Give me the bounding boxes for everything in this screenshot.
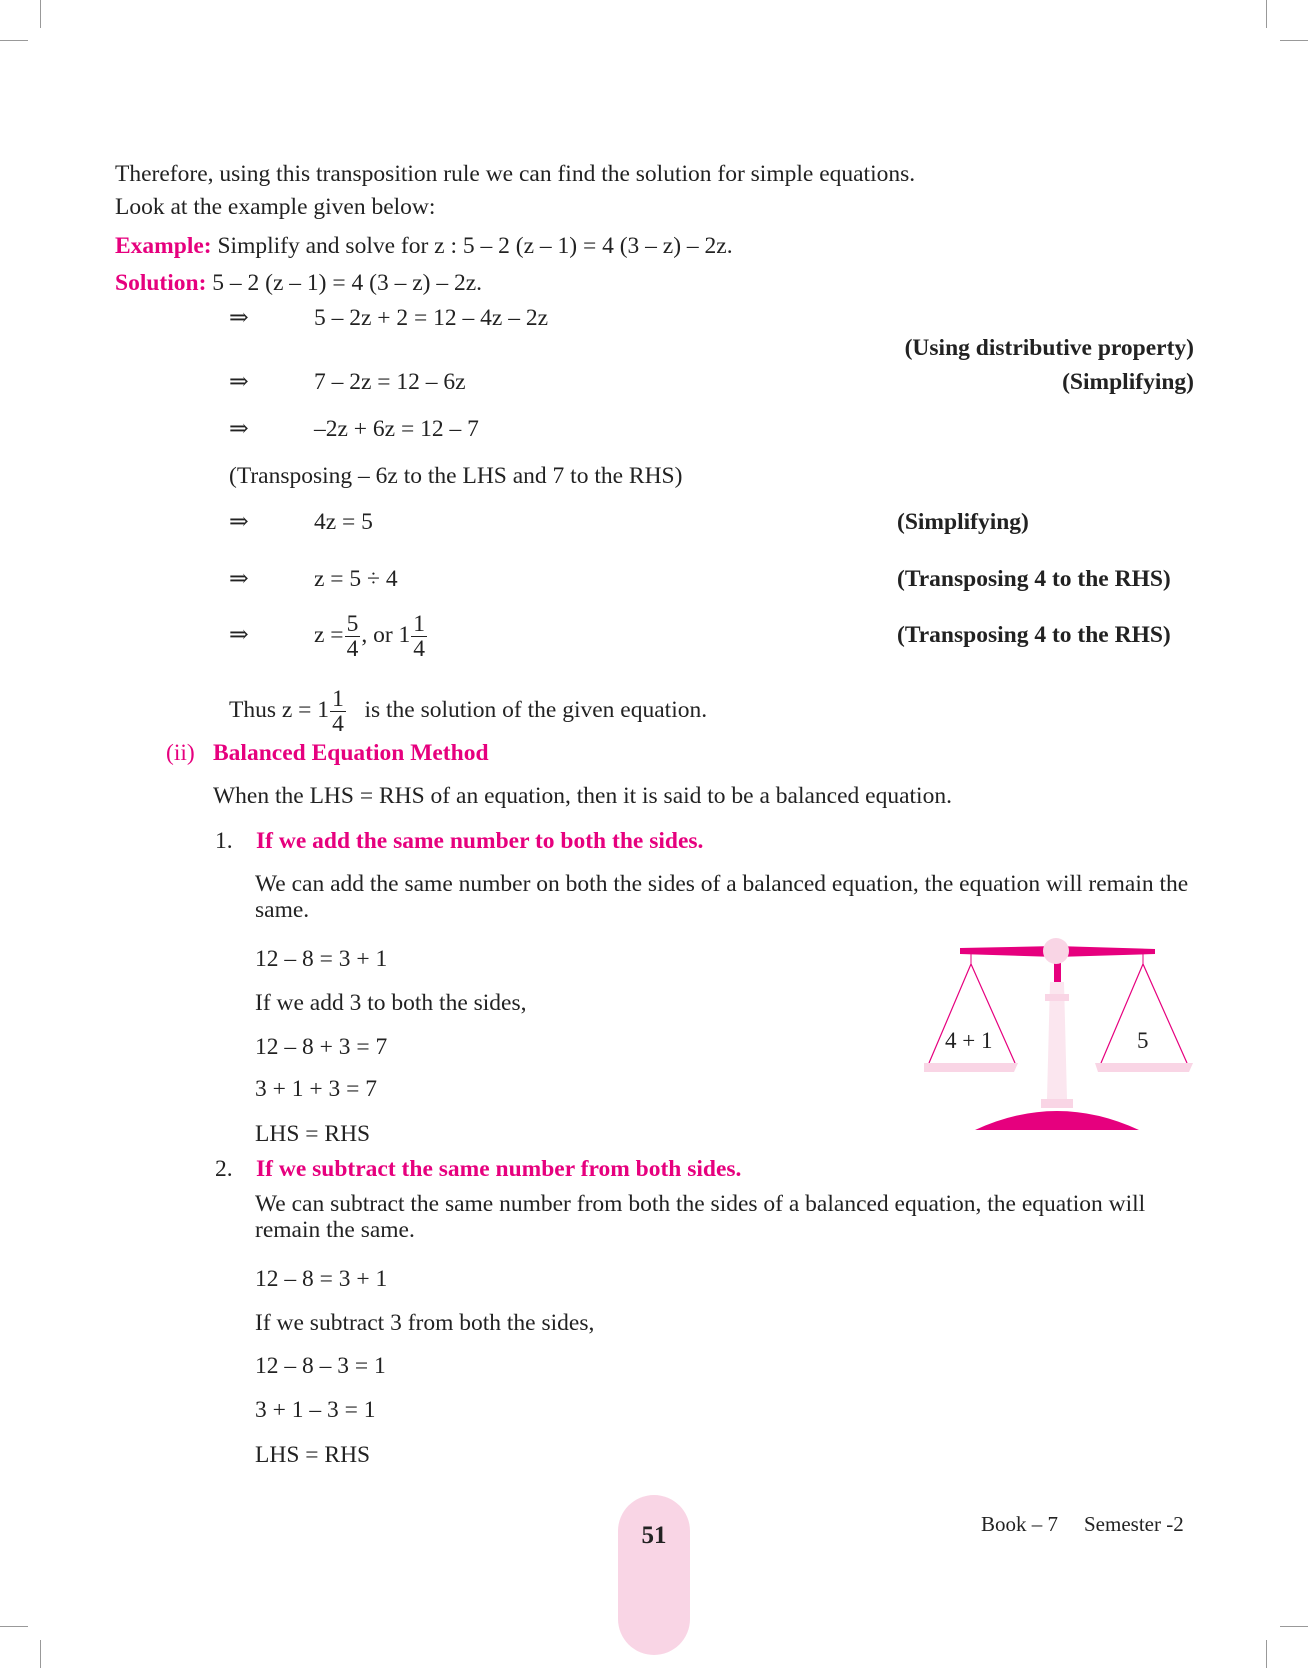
rule-title: If we subtract the same number from both sides. [256, 1156, 742, 1182]
semester-label: Semester -2 [1084, 1512, 1184, 1536]
rule-line: If we subtract 3 from both the sides, [255, 1310, 595, 1336]
rule-line: 12 – 8 = 3 + 1 [255, 1266, 388, 1292]
crop-mark [1266, 0, 1267, 28]
step-note: (Transposing 4 to the RHS) [897, 566, 1171, 592]
fraction: $\frac{1}{4}$ [332, 686, 344, 738]
book-label: Book – 7 [981, 1512, 1059, 1536]
rule-number: 2. [215, 1156, 233, 1182]
right-pan-label: 5 [1137, 1028, 1149, 1053]
right-pan [1095, 1063, 1193, 1072]
rule-line: If we add 3 to both the sides, [255, 990, 527, 1016]
fraction: $\frac{5}{4}$ [346, 611, 359, 663]
rule-line: 3 + 1 – 3 = 1 [255, 1397, 376, 1423]
left-pan [924, 1063, 1018, 1072]
left-pan-label: 4 + 1 [945, 1028, 993, 1053]
implies-arrow: ⇒ [229, 305, 249, 331]
crop-mark [1280, 40, 1308, 41]
implies-arrow: ⇒ [229, 566, 249, 592]
example-label: Example: [115, 233, 212, 259]
fraction: $\frac{1}{4}$ [413, 611, 426, 663]
intro-line: Therefore, using this transposition rule we can find the solution for simple equations. [115, 161, 916, 187]
crop-mark [0, 1626, 28, 1627]
crop-mark [1280, 1626, 1308, 1627]
section-desc: When the LHS = RHS of an equation, then it is said to be a balanced equation. [213, 783, 952, 809]
crop-mark [1266, 1640, 1267, 1668]
section-number: (ii) [166, 740, 195, 766]
rule-line: 12 – 8 + 3 = 7 [255, 1034, 388, 1060]
step-equation: 7 – 2z = 12 – 6z [314, 369, 466, 395]
rule-title: If we add the same number to both the sides. [256, 828, 704, 854]
rule-line: LHS = RHS [255, 1442, 371, 1468]
step-note: (Transposing 4 to the RHS) [897, 622, 1171, 648]
transpose-note: (Transposing – 6z to the LHS and 7 to the RHS) [229, 463, 683, 489]
balance-scale-illustration [900, 920, 1200, 1140]
example [115, 232, 733, 260]
conclusion: Thus z = 1 $\frac{1}{4}$ is the solution of the given equation. [229, 686, 708, 738]
crop-mark [40, 1640, 41, 1668]
rule-line: 12 – 8 – 3 = 1 [255, 1353, 386, 1379]
example-text: Simplify and solve for z : 5 – 2 (z – 1) = 4 (3 – z) – 2z. [217, 233, 733, 259]
rule-number: 1. [215, 828, 233, 854]
step-equation: z = 5 ÷ 4 [314, 566, 398, 592]
step-equation-fraction: z = $\frac{5}{4}$ , or 1 $\frac{1}{4}$ [314, 611, 426, 663]
step-equation: 4z = 5 [314, 509, 373, 535]
implies-arrow: ⇒ [229, 509, 249, 535]
rule-desc: We can add the same number on both the sides of a balanced equation, the equation will remain the same. [255, 871, 1189, 923]
crop-mark [40, 0, 41, 28]
crop-mark [0, 40, 28, 41]
step-note: (Simplifying) [1062, 369, 1194, 395]
implies-arrow: ⇒ [229, 369, 249, 395]
solution-text: 5 – 2 (z – 1) = 4 (3 – z) – 2z. [212, 270, 483, 296]
rule-desc: We can subtract the same number from both the sides of a balanced equation, the equation will remain the same. [255, 1191, 1146, 1243]
implies-arrow: ⇒ [229, 416, 249, 442]
page-number: 51 [641, 1522, 667, 1549]
step-note: (Simplifying) [897, 509, 1029, 535]
step-equation: 5 – 2z + 2 = 12 – 4z – 2z [314, 305, 549, 331]
solution-label: Solution: [115, 270, 207, 296]
solution [115, 269, 482, 297]
section-title: Balanced Equation Method [213, 740, 489, 766]
rule-line: 12 – 8 = 3 + 1 [255, 946, 388, 972]
intro-line: Look at the example given below: [115, 194, 436, 220]
step-equation: –2z + 6z = 12 – 7 [314, 416, 479, 442]
page-number-tab [618, 1495, 690, 1655]
rule-line: LHS = RHS [255, 1121, 371, 1147]
scale-base [975, 1111, 1139, 1130]
rule-line: 3 + 1 + 3 = 7 [255, 1076, 378, 1102]
step-note: (Using distributive property) [904, 335, 1194, 361]
implies-arrow: ⇒ [229, 622, 249, 648]
